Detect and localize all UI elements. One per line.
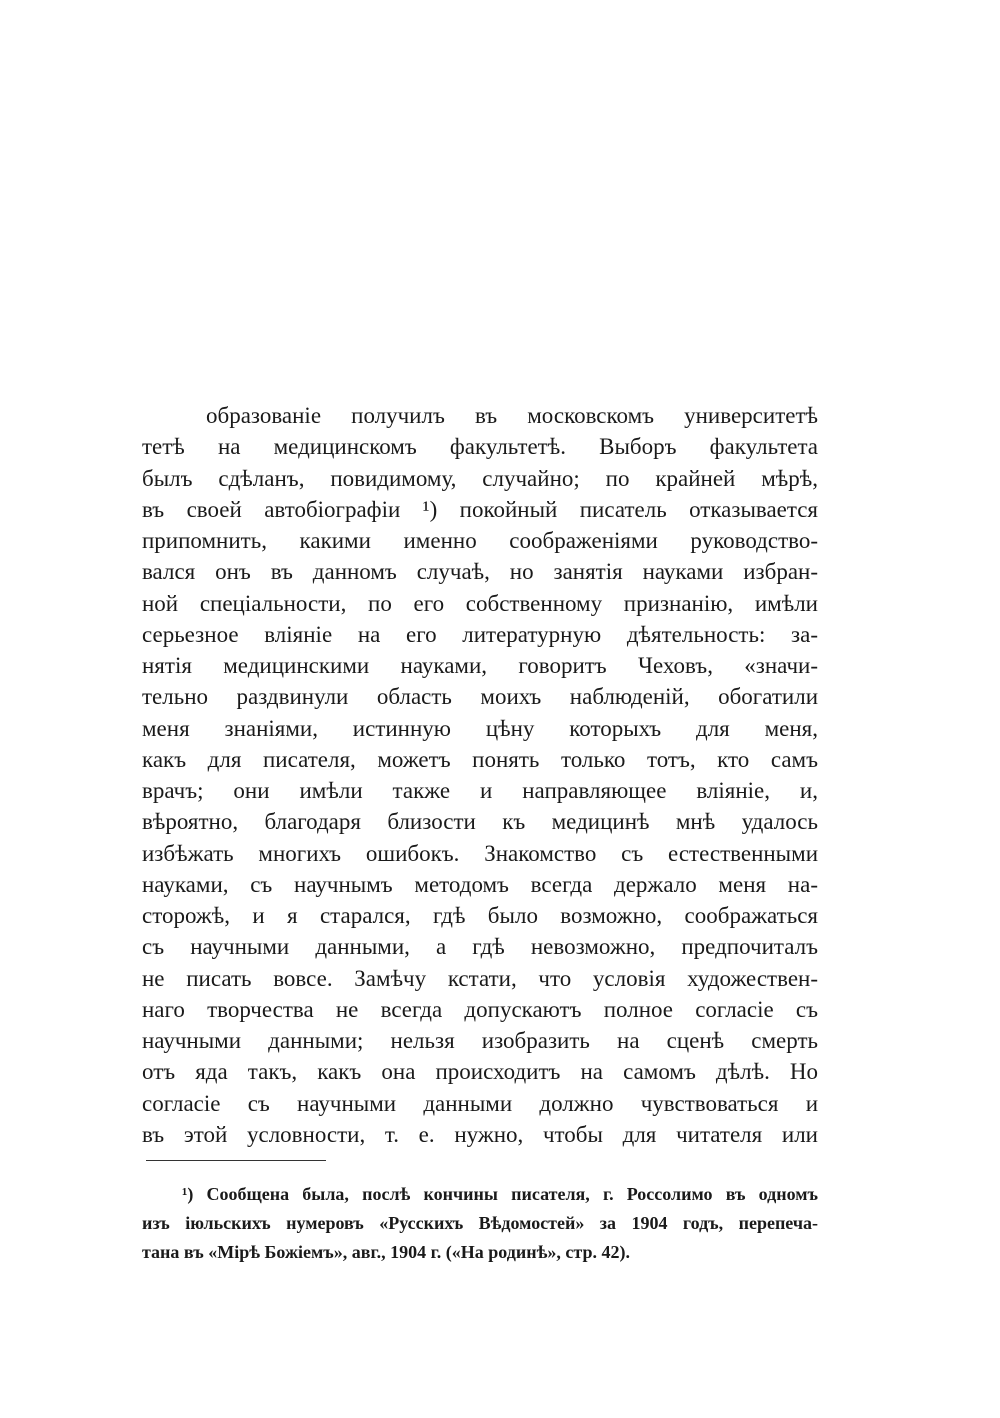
text-line: отъ яда такъ, какъ она происходитъ на самомъ дѣлѣ. Но [142,1059,818,1085]
text-line: не писать вовсе. Замѣчу кстати, что условія художествен- [142,965,818,991]
text-line: меня знаніями, истинную цѣну которыхъ для меня, [142,715,818,741]
text-line: науками, съ научнымъ методомъ всегда держало меня на- [142,871,818,897]
text-line: припомнить, какими именно соображеніями руководство- [142,528,818,553]
text-line: серьезное вліяніе на его литературную дѣятельность: за- [142,621,818,647]
text-line: наго творчества не всегда допускаютъ полное согласіе съ [142,996,818,1022]
text-line: сторожѣ, и я старался, гдѣ было возможно, соображаться [142,903,818,928]
text-line: ной спеціальности, по его собственному признанію, имѣли [142,590,818,616]
text-line: научными данными; нельзя изобразить на сценѣ смерть [142,1028,818,1053]
main-text [142,400,818,1150]
text-line: тетѣ на медицинскомъ факультетѣ. Выборъ факультета [142,434,818,460]
text-line: вался онъ въ данномъ случаѣ, но занятія науками избран- [142,559,818,585]
text-line: въ своей автобіографіи ¹) покойный писатель отказывается [142,496,818,522]
text-line: образованіе получилъ въ московскомъ университетѣ [206,403,818,428]
text-line: нятія медицинскими науками, говоритъ Чеховъ, «значи- [142,653,818,678]
text-line: въ этой условности, т. е. нужно, чтобы для читателя или [142,1121,818,1147]
text-line: съ научными данными, а гдѣ невозможно, предпочиталъ [142,934,818,960]
footnote-line: изъ іюльскихъ нумеровъ «Русскихъ Вѣдомостей» за 1904 годъ, перепеча- [142,1213,818,1233]
text-line: тельно раздвинули область моихъ наблюденій, обогатили [142,684,818,710]
footnote-divider [146,1160,326,1161]
text-line: избѣжать многихъ ошибокъ. Знакомство съ естественными [142,840,818,866]
text-line: былъ сдѣланъ, повидимому, случайно; по крайней мѣрѣ, [142,465,818,491]
text-line: какъ для писателя, можетъ понять только тотъ, кто самъ [142,746,818,772]
footnote-line: ¹) Сообщена была, послѣ кончины писателя, г. Россолимо въ одномъ [182,1184,818,1204]
footnote [142,1180,818,1267]
text-line: согласіе съ научными данными должно чувствоваться и [142,1090,818,1116]
footnote-line: тана въ «Мірѣ Божіемъ», авг., 1904 г. («На родинѣ», стр. 42). [142,1242,630,1262]
text-line: врачъ; они имѣли также и направляющее вліяніе, и, [142,778,818,803]
text-line: вѣроятно, благодаря близости къ медицинѣ мнѣ удалось [142,809,818,835]
